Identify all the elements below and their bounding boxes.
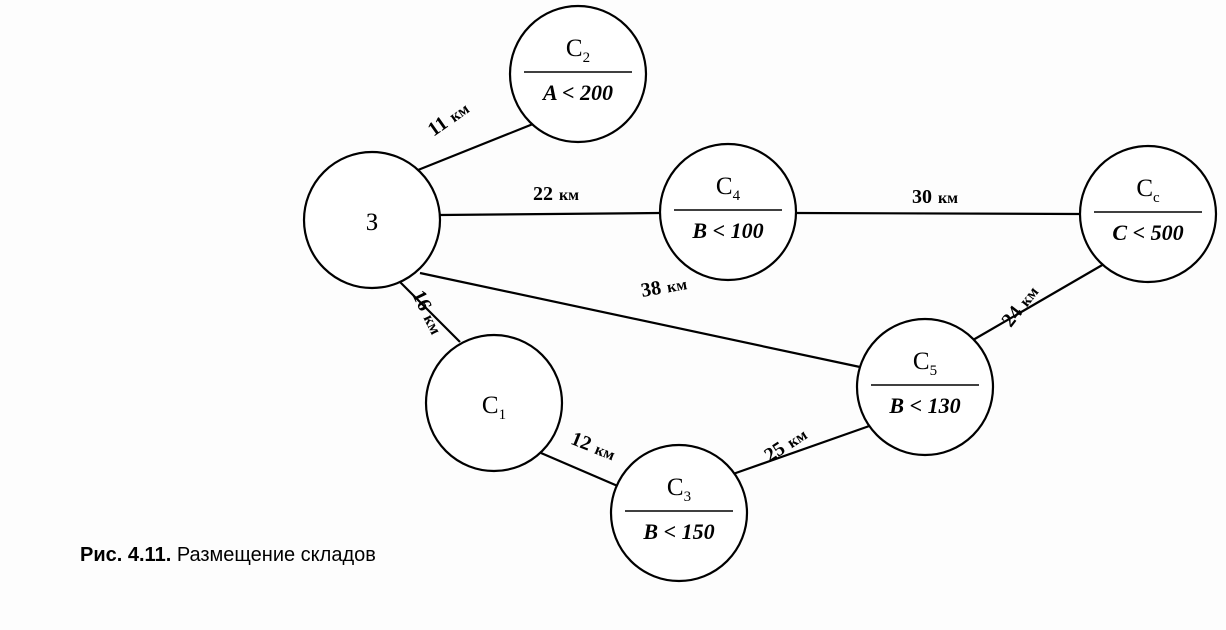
edge-c5-cc — [973, 264, 1104, 340]
node-c5-condition: B < 130 — [889, 393, 961, 418]
node-c2-circle[interactable] — [510, 6, 646, 142]
edge-c1-c3 — [541, 453, 627, 490]
edge-label-z-c4: 22 км — [532, 183, 580, 205]
figure-caption-text: Размещение складов — [176, 544, 376, 566]
node-c1-label: C1 — [481, 392, 507, 423]
edge-label-c4-cc: 30 км — [911, 186, 959, 208]
node-z-label: З — [365, 209, 379, 236]
edge-label-c1-c3: 12км — [567, 427, 618, 465]
nodes-group — [304, 6, 1216, 581]
figure-caption — [80, 544, 376, 567]
node-cc-label: Cc — [1136, 175, 1160, 206]
node-c4-condition: B < 100 — [692, 218, 764, 243]
edge-label-z-c5: 38 км — [639, 276, 689, 302]
node-c4[interactable] — [660, 144, 796, 280]
node-cc-circle[interactable] — [1080, 146, 1216, 282]
node-c5-circle[interactable] — [857, 319, 993, 455]
node-c2[interactable] — [510, 6, 646, 142]
node-c2-condition: A < 200 — [543, 80, 613, 105]
node-c3-label: C3 — [666, 474, 692, 505]
edge-label-c5-cc: 24км — [997, 283, 1043, 332]
figure-caption-label: Рис. 4.11. — [80, 544, 172, 566]
edge-z-c4 — [440, 213, 660, 215]
edge-label-z-c2: 11км — [423, 100, 473, 142]
node-c3-circle[interactable] — [611, 445, 747, 581]
node-c4-label: C4 — [715, 173, 741, 204]
node-c4-circle[interactable] — [660, 144, 796, 280]
node-c3-condition: B < 150 — [643, 519, 715, 544]
node-c3[interactable] — [611, 445, 747, 581]
node-c1[interactable] — [426, 335, 562, 471]
node-cc-condition: C < 500 — [1112, 220, 1184, 245]
node-cc[interactable] — [1080, 146, 1216, 282]
edge-c4-cc — [796, 213, 1080, 214]
node-c5-label: C5 — [912, 348, 938, 379]
node-z[interactable] — [304, 152, 440, 288]
node-c2-label: C2 — [565, 35, 591, 66]
edge-label-z-c1: 16км — [407, 286, 444, 338]
edge-label-c3-c5: 25км — [760, 426, 811, 467]
node-c5[interactable] — [857, 319, 993, 455]
